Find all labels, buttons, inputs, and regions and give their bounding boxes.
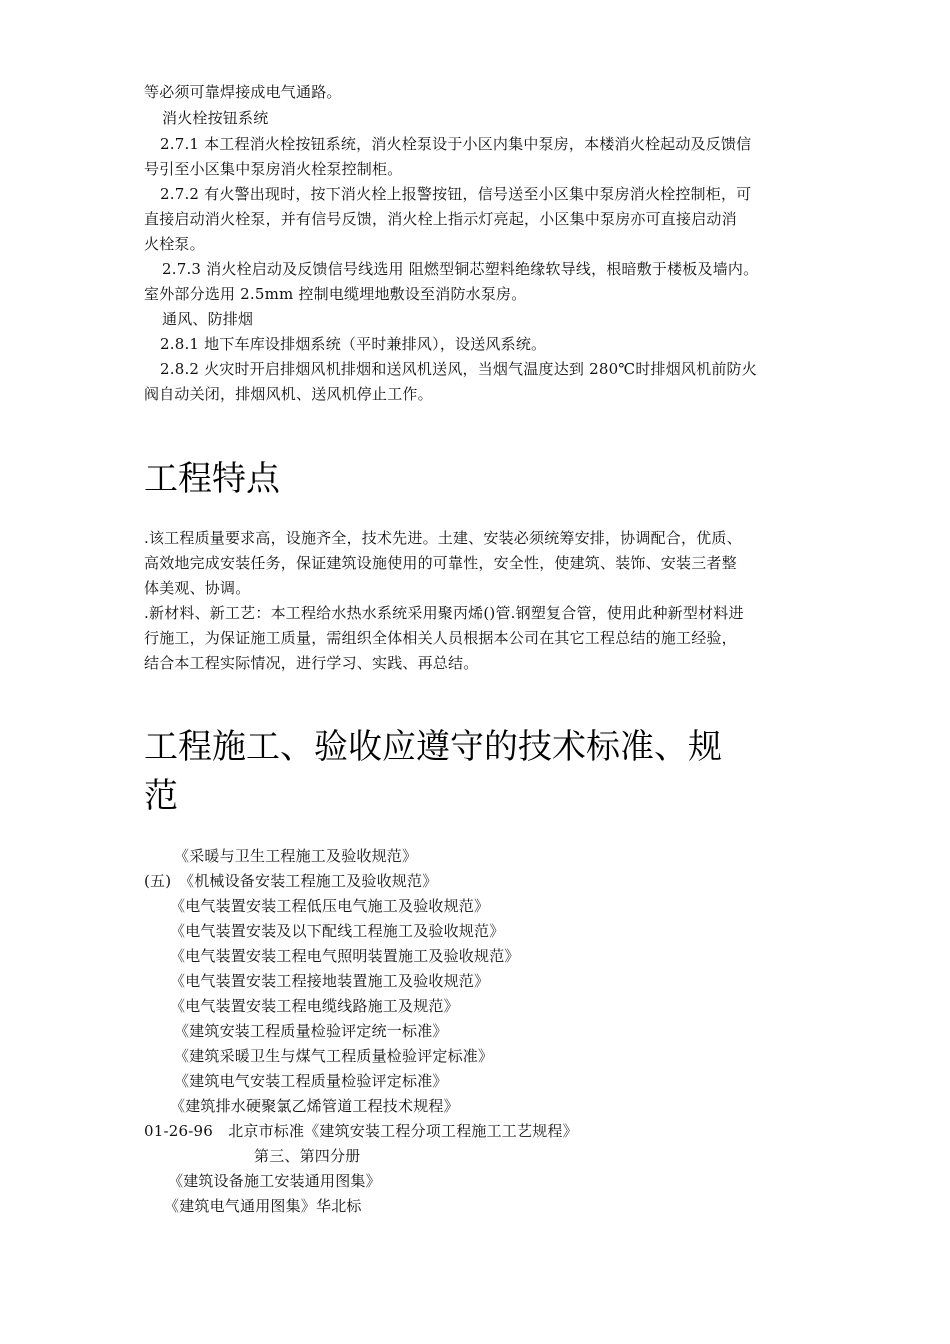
text-line: .该工程质量要求高，设施齐全，技术先进。土建、安装必须统筹安排，协调配合，优质、: [144, 529, 742, 547]
text-line: 阀自动关闭，排烟风机、送风机停止工作。: [144, 385, 433, 403]
heading-project-features: 工程特点: [144, 459, 280, 499]
text-line: 2.8.2 火灾时开启排烟风机排烟和送风机送风，当烟气温度达到 280℃时排烟风机前防火: [160, 360, 757, 378]
standard-item: 《电气装置安装及以下配线工程施工及验收规范》: [170, 922, 505, 940]
standard-item: 《采暖与卫生工程施工及验收规范》: [174, 847, 418, 865]
standard-item: 《电气装置安装工程接地装置施工及验收规范》: [170, 972, 490, 990]
text-line: 2.7.3 消火栓启动及反馈信号线选用 阻燃型铜芯塑料绝缘软导线，根暗敷于楼板及墙内。: [162, 260, 759, 278]
standard-item: 《建筑排水硬聚氯乙烯管道工程技术规程》: [170, 1097, 459, 1115]
standard-item: 《建筑安装工程质量检验评定统一标准》: [174, 1022, 448, 1040]
standard-item: 《建筑电气通用图集》华北标: [164, 1197, 362, 1215]
subheading-ventilation: 通风、防排烟: [162, 310, 254, 328]
subheading-hydrant-button: 消火栓按钮系统: [162, 109, 269, 127]
text-line: 火栓泵。: [144, 235, 205, 253]
text-line: 直接启动消火栓泵，并有信号反馈，消火栓上指示灯亮起，小区集中泵房亦可直接启动消: [144, 210, 737, 228]
text-line: 2.7.2 有火警出现时，按下消火栓上报警按钮，信号送至小区集中泵房消火栓控制柜，可: [160, 185, 752, 203]
standard-item: 《电气装置安装工程电缆线路施工及规范》: [170, 997, 459, 1015]
text-line: 2.8.1 地下车库设排烟系统（平时兼排风），设送风系统。: [160, 335, 547, 353]
heading-standards-line2: 范: [144, 776, 178, 816]
text-line: 2.7.1 本工程消火栓按钮系统，消火栓泵设于小区内集中泵房，本楼消火栓起动及反馈信: [160, 135, 752, 153]
standard-item: 01-26-96 北京市标准《建筑安装工程分项工程施工工艺规程》: [144, 1122, 578, 1140]
heading-standards-line1: 工程施工、验收应遵守的技术标准、规: [144, 727, 722, 767]
text-line: 行施工，为保证施工质量，需组织全体相关人员根据本公司在其它工程总结的施工经验，: [144, 629, 737, 647]
standard-item: 《建筑采暖卫生与煤气工程质量检验评定标准》: [174, 1047, 494, 1065]
text-line: 结合本工程实际情况，进行学习、实践、再总结。: [144, 654, 479, 672]
text-line: 高效地完成安装任务，保证建筑设施使用的可靠性，安全性，使建筑、装饰、安装三者整: [144, 554, 737, 572]
standard-item: 《电气装置安装工程低压电气施工及验收规范》: [170, 897, 490, 915]
text-line: 体美观、协调。: [144, 579, 251, 597]
standard-item: 《建筑电气安装工程质量检验评定标准》: [174, 1072, 448, 1090]
standard-item: 《建筑设备施工安装通用图集》: [168, 1172, 381, 1190]
standard-item: (五) 《机械设备安装工程施工及验收规范》: [144, 872, 438, 890]
text-line: 等必须可靠焊接成电气通路。: [144, 83, 342, 101]
standard-item: 《电气装置安装工程电气照明装置施工及验收规范》: [170, 947, 520, 965]
standard-item: 第三、第四分册: [254, 1147, 361, 1165]
text-line: 号引至小区集中泵房消火栓泵控制柜。: [144, 160, 403, 178]
text-line: 室外部分选用 2.5mm 控制电缆埋地敷设至消防水泵房。: [144, 285, 527, 303]
text-line: .新材料、新工艺：本工程给水热水系统采用聚丙烯()管.钢塑复合管，使用此种新型材料进: [144, 604, 744, 622]
